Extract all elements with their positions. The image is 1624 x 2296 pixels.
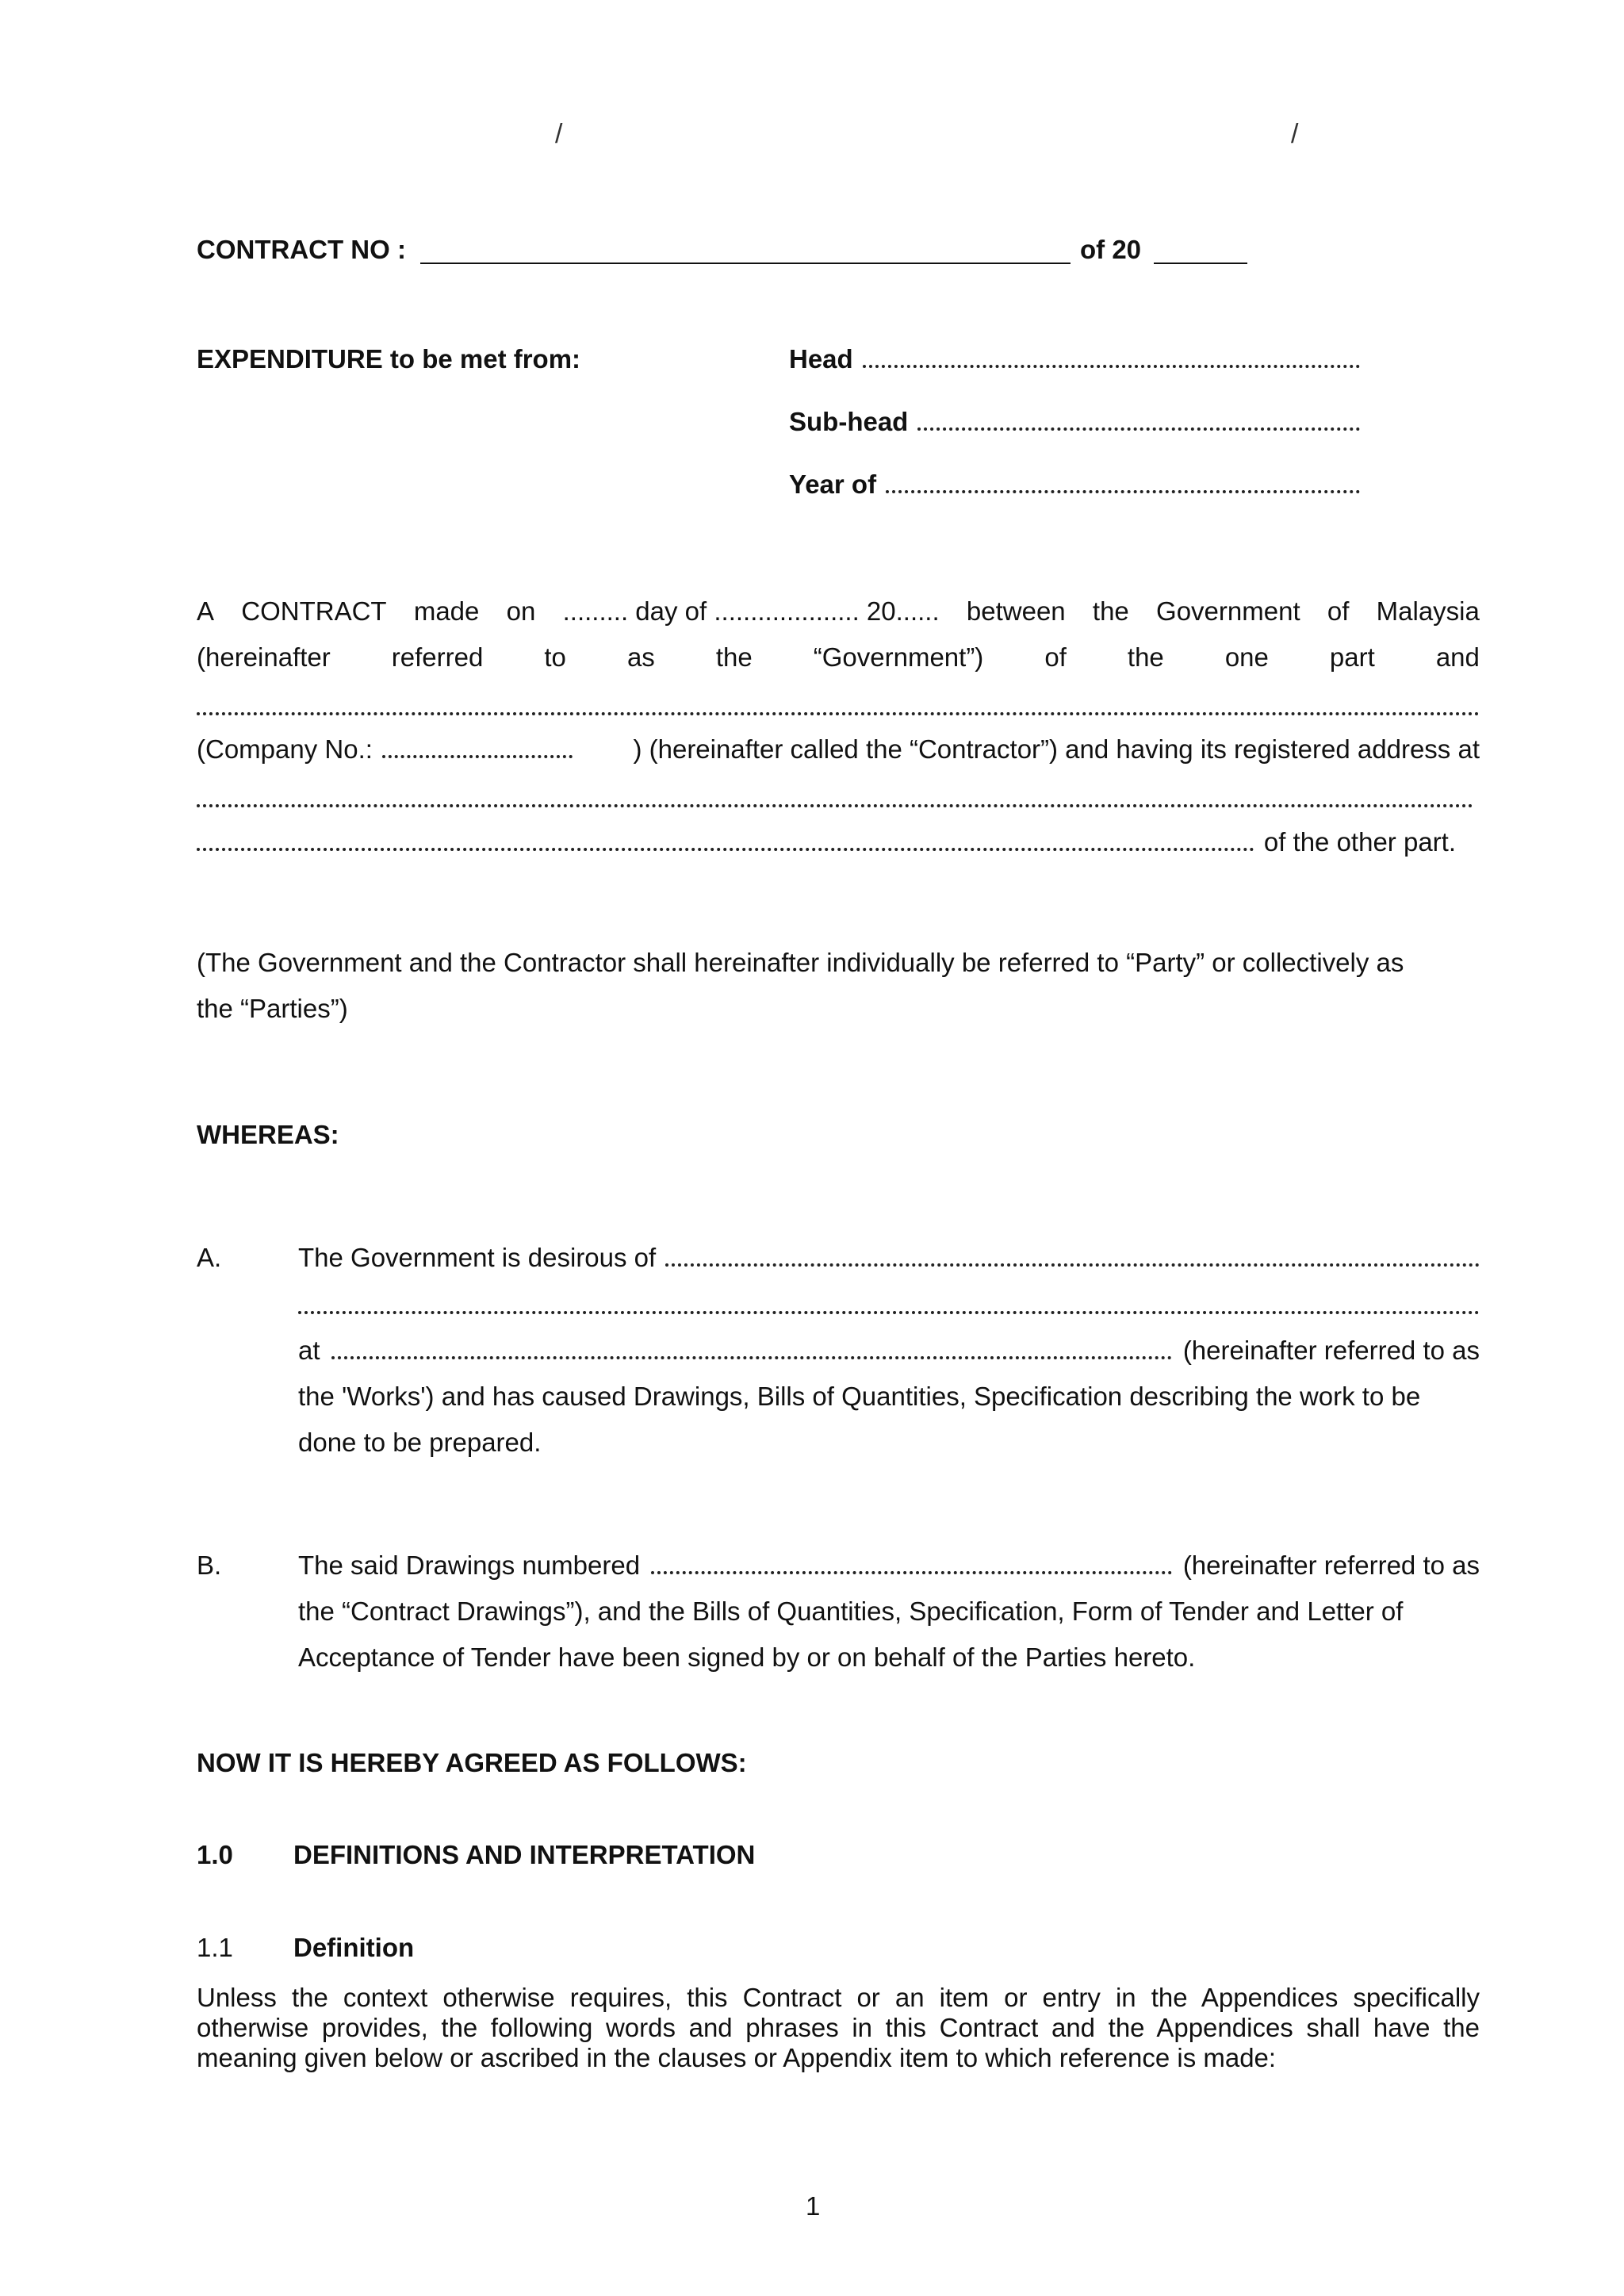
year-label: Year of: [789, 470, 877, 499]
section-number: 1.0: [197, 1840, 233, 1869]
subhead-blank: [917, 427, 1360, 431]
recital-a-row-3: [298, 1336, 1480, 1367]
recital-a-intro: The Government is desirous of: [298, 1243, 657, 1272]
word: part: [1329, 642, 1375, 672]
word: Malaysia: [1376, 596, 1480, 626]
word: of: [1044, 642, 1067, 672]
contract-year-blank: [1154, 263, 1247, 264]
word: referred: [391, 642, 484, 672]
parties-line-2: the “Parties”): [197, 994, 348, 1023]
company-no-label: (Company No.:: [197, 734, 373, 764]
recital-a-label: A.: [197, 1243, 222, 1272]
word: the: [715, 642, 753, 672]
word: between: [966, 596, 1066, 626]
recital-b-drawings-blank: [651, 1571, 1172, 1574]
contractor-text: ) (hereinafter called the “Contractor”) and having its registered address at: [633, 734, 1480, 764]
recital-b-intro: The said Drawings numbered: [298, 1550, 641, 1580]
parties-line-1: (The Government and the Contractor shall hereinafter individually be referred to “Party” or collectively as: [197, 948, 1404, 977]
word: Government: [1156, 596, 1300, 626]
company-no-row: [197, 734, 1480, 766]
recital-b-line-2: the “Contract Drawings”), and the Bills of Quantities, Specification, Form of Tender and Letter of: [298, 1596, 1404, 1626]
contractor-name-blank: [197, 690, 1480, 722]
word: made: [413, 596, 480, 626]
address-blank-1: [197, 782, 1473, 814]
recital-a-blank-1: [665, 1263, 1480, 1267]
word: A: [197, 596, 215, 626]
tick-mark-left: /: [555, 119, 563, 149]
word: and: [1435, 642, 1480, 672]
company-no-blank: [382, 755, 573, 758]
recital-a-row-1: [298, 1243, 1480, 1274]
recital-b-line-3: Acceptance of Tender have been signed by or on behalf of the Parties hereto.: [298, 1642, 1196, 1672]
subhead-row: [789, 407, 1360, 439]
expenditure-label: EXPENDITURE to be met from:: [197, 344, 581, 374]
word: CONTRACT: [241, 596, 387, 626]
tick-mark-right: /: [1291, 119, 1299, 149]
date-blanks: ......... day of .................... 20......: [562, 596, 940, 626]
subsection-title: Definition: [293, 1933, 415, 1962]
contract-year-label: of 20: [1080, 235, 1142, 264]
definition-paragraph: Unless the context otherwise requires, this Contract or an item or entry in the Appendices specifically otherwise provides, the following words and phrases in this Contract and the Appendices shall have the meaning given below or ascribed in the clauses or Appendix item to which reference is made:: [197, 1983, 1480, 2072]
word: “Government”): [813, 642, 984, 672]
address-blank-2: [197, 848, 1254, 851]
word: (hereinafter: [197, 642, 331, 672]
word: one: [1224, 642, 1269, 672]
preamble-line-1: [197, 596, 1480, 627]
recital-a-referred: (hereinafter referred to as: [1182, 1336, 1480, 1365]
subhead-label: Sub-head: [789, 407, 909, 436]
page-number: 1: [806, 2191, 821, 2221]
whereas-heading: WHEREAS:: [197, 1120, 339, 1149]
head-blank: [863, 365, 1360, 368]
recital-b-referred: (hereinafter referred to as: [1182, 1550, 1480, 1580]
word: on: [506, 596, 536, 626]
recital-a-location-blank: [331, 1356, 1172, 1359]
word: to: [544, 642, 566, 672]
word: the: [1092, 596, 1129, 626]
contract-no-blank: [420, 263, 1071, 264]
word: of: [1327, 596, 1350, 626]
address-row-2: [197, 827, 1456, 859]
recital-b-label: B.: [197, 1550, 222, 1580]
word: as: [626, 642, 655, 672]
recital-a-line-4: the 'Works') and has caused Drawings, Bills of Quantities, Specification describing the work to be: [298, 1382, 1421, 1411]
contract-no-label: CONTRACT NO :: [197, 235, 406, 264]
recital-a-at: at: [298, 1336, 320, 1365]
other-part-text: of the other part.: [1263, 827, 1456, 857]
year-blank: [886, 490, 1360, 493]
word: the: [1127, 642, 1164, 672]
year-row: [789, 470, 1360, 501]
preamble-line-2: [197, 642, 1480, 673]
head-label: Head: [789, 344, 853, 374]
section-title: DEFINITIONS AND INTERPRETATION: [293, 1840, 756, 1869]
recital-a-blank-2: [298, 1289, 1480, 1320]
agreement-heading: NOW IT IS HEREBY AGREED AS FOLLOWS:: [197, 1748, 747, 1777]
recital-a-line-5: done to be prepared.: [298, 1428, 542, 1457]
recital-b-row-1: [298, 1550, 1480, 1582]
subsection-number: 1.1: [197, 1933, 233, 1962]
head-row: [789, 344, 1360, 376]
